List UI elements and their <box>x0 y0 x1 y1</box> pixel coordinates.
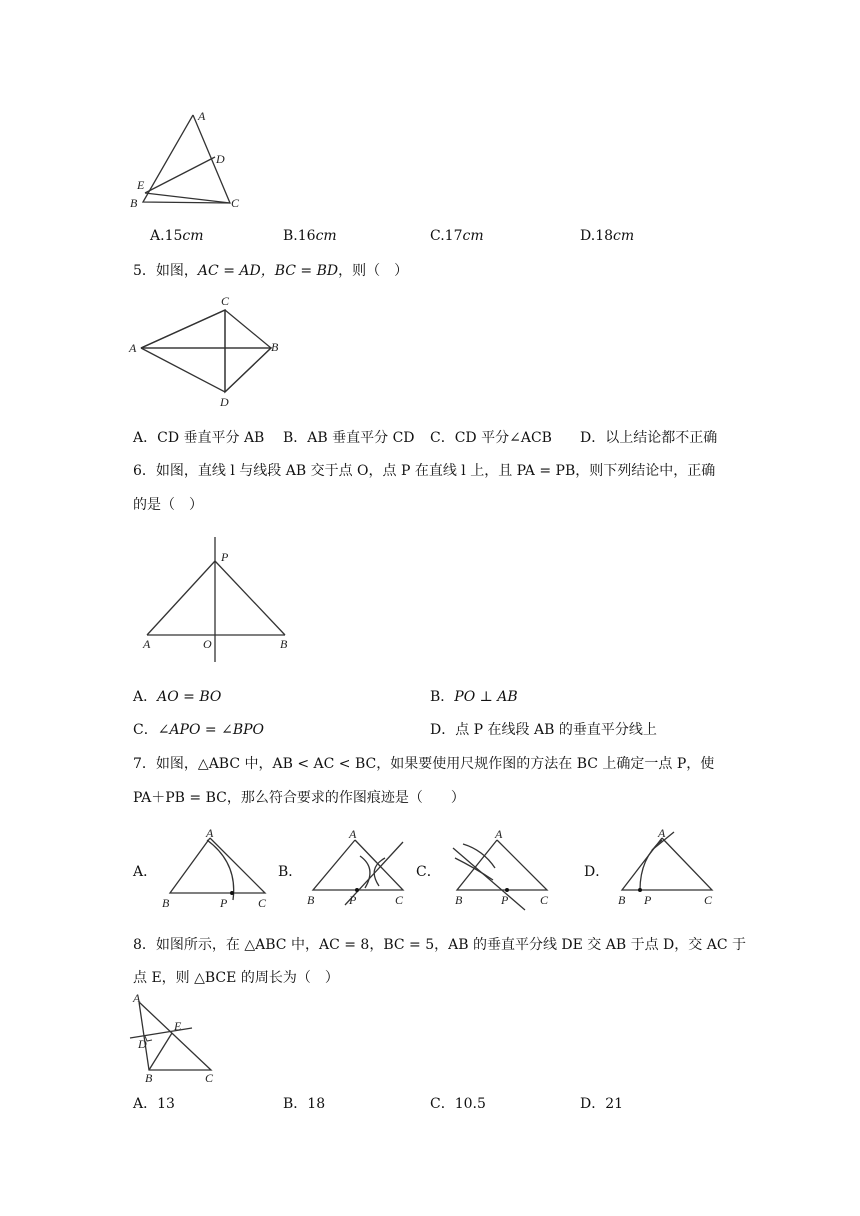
q8-label-b: B <box>145 1071 153 1085</box>
q4-label-c: C <box>231 196 240 210</box>
q8-option-a[interactable]: A．13 <box>133 1096 175 1112</box>
q7-option-a-figure[interactable] <box>160 828 275 910</box>
q7-option-b-letter[interactable]: B． <box>278 864 303 880</box>
q5-option-b[interactable]: B．AB 垂直平分 CD <box>283 430 415 446</box>
q7b-label-p: P <box>349 893 357 907</box>
q6-label-a: A <box>143 637 151 651</box>
q7-option-c-letter[interactable]: C． <box>416 864 441 880</box>
q6-option-b[interactable]: B．PO ⊥ AB <box>430 689 518 705</box>
q7-option-d-letter[interactable]: D． <box>584 864 610 880</box>
q5-option-c[interactable]: C．CD 平分∠ACB <box>430 430 552 446</box>
q4-figure <box>125 105 255 215</box>
q8-stem-line1: 8．如图所示，在 △ABC 中，AC = 8，BC = 5，AB 的垂直平分线 DE 交 AB 于点 D，交 AC 于 <box>133 937 747 953</box>
q7b-label-b: B <box>307 893 315 907</box>
q8-option-d[interactable]: D．21 <box>580 1096 624 1112</box>
q7b-label-a: A <box>349 827 357 841</box>
q6-stem-line1: 6．如图，直线 l 与线段 AB 交于点 O，点 P 在直线 l 上，且 PA = PB，则下列结论中，正确 <box>133 463 716 479</box>
q7a-label-b: B <box>162 896 170 910</box>
q7a-label-a: A <box>206 826 214 840</box>
q5-option-a[interactable]: A．CD 垂直平分 AB <box>133 430 265 446</box>
q8-label-d: D <box>138 1037 147 1051</box>
q7d-label-a: A <box>658 826 666 840</box>
q4-label-d: D <box>216 152 225 166</box>
q5-label-c: C <box>221 294 230 308</box>
q6-option-c[interactable]: C．∠APO = ∠BPO <box>133 722 265 738</box>
q6-label-o: O <box>203 637 212 651</box>
q7a-label-c: C <box>258 896 267 910</box>
q4-option-a[interactable]: A.15cm <box>150 228 204 244</box>
q7c-label-p: P <box>501 893 509 907</box>
q5-figure <box>125 292 285 410</box>
q7d-label-c: C <box>704 893 713 907</box>
q4-label-e: E <box>137 178 145 192</box>
q5-option-d[interactable]: D．以上结论都不正确 <box>580 430 718 446</box>
q6-label-b: B <box>280 637 288 651</box>
q8-option-b[interactable]: B．18 <box>283 1096 326 1112</box>
q6-stem-line2: 的是（ ） <box>133 497 203 513</box>
q7-option-d-figure[interactable] <box>612 828 722 910</box>
q5-label-a: A <box>129 341 137 355</box>
q8-label-c: C <box>205 1071 214 1085</box>
q7c-label-a: A <box>495 827 503 841</box>
q8-label-a: A <box>133 991 141 1005</box>
q7-option-b-figure[interactable] <box>305 828 415 910</box>
q6-option-a[interactable]: A．AO = BO <box>133 689 222 705</box>
q7a-label-p: P <box>220 896 228 910</box>
q8-label-e: E <box>174 1019 182 1033</box>
q7c-label-c: C <box>540 893 549 907</box>
q5-label-b: B <box>271 340 279 354</box>
q7-option-c-figure[interactable] <box>445 828 555 910</box>
q4-label-b: B <box>130 196 138 210</box>
q4-option-d[interactable]: D.18cm <box>580 228 635 244</box>
q4-option-b[interactable]: B.16cm <box>283 228 337 244</box>
q7-stem-line1: 7．如图，△ABC 中，AB < AC < BC，如果要使用尺规作图的方法在 BC 上确定一点 P，使 <box>133 756 715 772</box>
q6-figure <box>135 535 300 665</box>
q7d-label-p: P <box>644 893 652 907</box>
q8-option-c[interactable]: C．10.5 <box>430 1096 486 1112</box>
q8-figure <box>125 992 225 1084</box>
q5-label-d: D <box>220 395 229 409</box>
q6-label-p: P <box>221 550 229 564</box>
q7b-label-c: C <box>395 893 404 907</box>
q4-label-a: A <box>198 109 206 123</box>
q7-stem-line2: PA＋PB = BC，那么符合要求的作图痕迹是（ ） <box>133 790 465 806</box>
q4-option-c[interactable]: C.17cm <box>430 228 484 244</box>
q7-option-a-letter[interactable]: A． <box>133 864 158 880</box>
q5-stem: 5．如图，AC = AD，BC = BD，则（ ） <box>133 263 409 279</box>
q7d-label-b: B <box>618 893 626 907</box>
q8-stem-line2: 点 E，则 △BCE 的周长为（ ） <box>133 970 339 986</box>
q7c-label-b: B <box>455 893 463 907</box>
q6-option-d[interactable]: D．点 P 在线段 AB 的垂直平分线上 <box>430 722 657 738</box>
